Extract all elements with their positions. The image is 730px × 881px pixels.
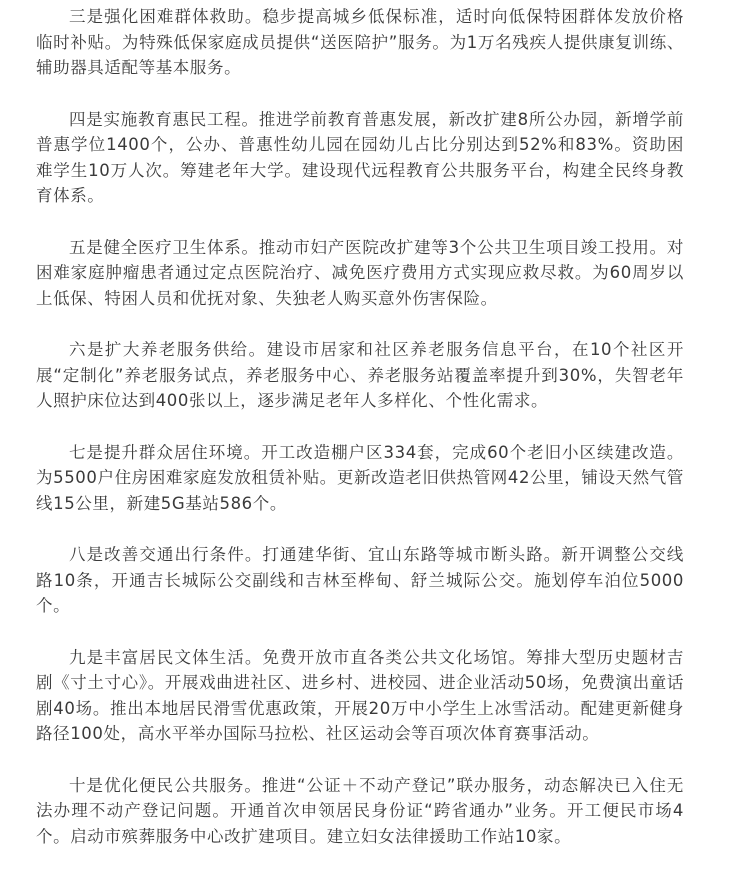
paragraph-9-culture-sports: 九是丰富居民文体生活。免费开放市直各类公共文化场馆。筹排大型历史题材吉剧《寸土寸心》。开展戏曲进社区、进乡村、进校园、进企业活动50场，免费演出童话剧40场。推出本地居民滑雪优惠政策，开展20万中小学生上冰雪活动。配建更新健身路径100处，高水平举办国际马拉松、社区运动会等百项次体育赛事活动。 — [36, 647, 684, 743]
paragraph-4-education: 四是实施教育惠民工程。推进学前教育普惠发展，新改扩建8所公办园，新增学前普惠学位1400个，公办、普惠性幼儿园在园幼儿占比分别达到52%和83%。资助困难学生10万人次。筹建老年大学。建设现代远程教育公共服务平台，构建全民终身教育体系。 — [36, 109, 684, 205]
paragraph-10-public-services: 十是优化便民公共服务。推进“公证＋不动产登记”联办服务，动态解决已入住无法办理不动产登记问题。开通首次申领居民身份证“跨省通办”业务。开工便民市场4个。启动市殡葬服务中心改扩建项目。建立妇女法律援助工作站10家。 — [36, 775, 684, 846]
paragraph-3-vulnerable-groups: 三是强化困难群体救助。稳步提高城乡低保标准，适时向低保特困群体发放价格临时补贴。为特殊低保家庭成员提供“送医陪护”服务。为1万名残疾人提供康复训练、辅助器具适配等基本服务。 — [36, 7, 684, 77]
paragraph-5-healthcare: 五是健全医疗卫生体系。推动市妇产医院改扩建等3个公共卫生项目竣工投用。对困难家庭肿瘤患者通过定点医院治疗、减免医疗费用方式实现应救尽救。为60周岁以上低保、特困人员和优抚对象、失独老人购买意外伤害保险。 — [36, 237, 684, 308]
paragraph-6-elderly-care: 六是扩大养老服务供给。建设市居家和社区养老服务信息平台，在10个社区开展“定制化”养老服务试点，养老服务中心、养老服务站覆盖率提升到30%，失智老年人照护床位达到400张以上，逐步满足老年人多样化、个性化需求。 — [36, 340, 684, 410]
paragraph-7-housing: 七是提升群众居住环境。开工改造棚户区334套，完成60个老旧小区续建改造。为5500户住房困难家庭发放租赁补贴。更新改造老旧供热管网42公里，铺设天然气管线15公里，新建5G基站586个。 — [36, 442, 684, 513]
paragraph-8-transport: 八是改善交通出行条件。打通建华街、宜山东路等城市断头路。新开调整公交线路10条，开通吉长城际公交副线和吉林至桦甸、舒兰城际公交。施划停车泊位5000个。 — [36, 545, 684, 615]
